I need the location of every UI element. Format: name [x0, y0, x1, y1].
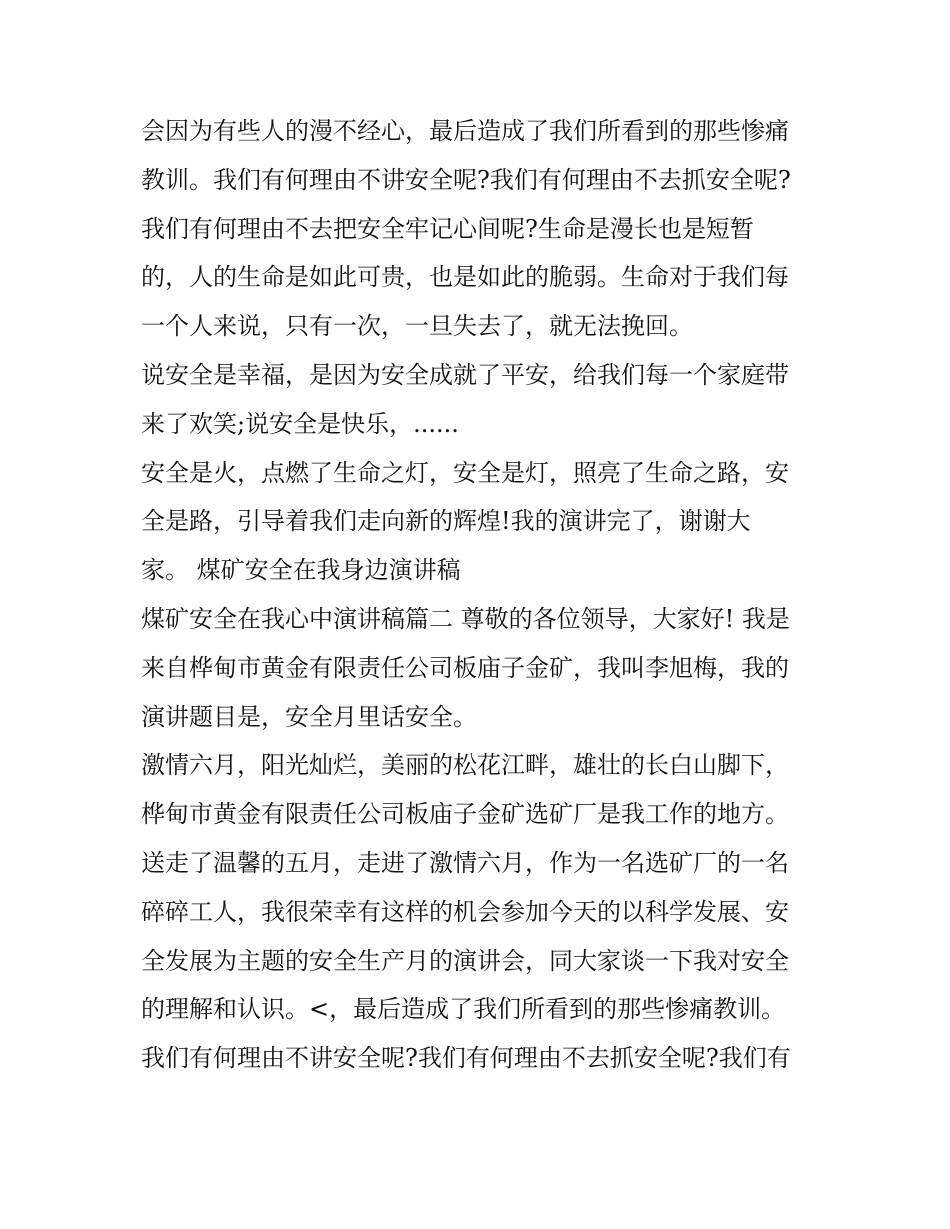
text-line: 我们有何理由不去把安全牢记心间呢?生命是漫长也是短暂: [141, 214, 754, 243]
text-line: 煤矿安全在我心中演讲稿篇二 尊敬的各位领导，大家好! 我是: [141, 604, 790, 633]
text-line: 一个人来说，只有一次，一旦失去了，就无法挽回。: [141, 312, 693, 341]
text-line: 演讲题目是，安全月里话安全。: [141, 702, 477, 731]
text-line: 的，人的生命是如此可贵，也是如此的脆弱。生命对于我们每: [141, 263, 789, 292]
text-line: 安全是火，点燃了生命之灯，安全是灯，照亮了生命之路，安: [141, 458, 789, 487]
text-line: 的理解和认识。<，最后造成了我们所看到的那些惨痛教训。: [141, 995, 786, 1024]
text-line: 我们有何理由不讲安全呢?我们有何理由不去抓安全呢?我们有: [141, 1044, 791, 1073]
text-line: 激情六月，阳光灿烂，美丽的松花江畔，雄壮的长白山脚下，: [141, 751, 789, 780]
text-line: 说安全是幸福，是因为安全成就了平安，给我们每一个家庭带: [141, 360, 789, 389]
text-line: 教训。我们有何理由不讲安全呢?我们有何理由不去抓安全呢?: [141, 165, 791, 194]
text-line: 来了欢笑;说安全是快乐，......: [141, 409, 459, 438]
text-line: 送走了温馨的五月，走进了激情六月，作为一名选矿厂的一名: [141, 848, 789, 877]
text-line: 家。 煤矿安全在我身边演讲稿: [141, 556, 461, 585]
text-line: 来自桦甸市黄金有限责任公司板庙子金矿，我叫李旭梅，我的: [141, 653, 789, 682]
text-line: 全发展为主题的安全生产月的演讲会，同大家谈一下我对安全: [141, 946, 789, 975]
text-line: 桦甸市黄金有限责任公司板庙子金矿选矿厂是我工作的地方。: [141, 800, 789, 829]
text-line: 碎碎工人，我很荣幸有这样的机会参加今天的以科学发展、安: [141, 897, 789, 926]
body-text: [141, 107, 821, 1083]
text-line: 全是路，引导着我们走向新的辉煌!我的演讲完了，谢谢大: [141, 507, 751, 536]
text-line: 会因为有些人的漫不经心，最后造成了我们所看到的那些惨痛: [141, 117, 789, 145]
